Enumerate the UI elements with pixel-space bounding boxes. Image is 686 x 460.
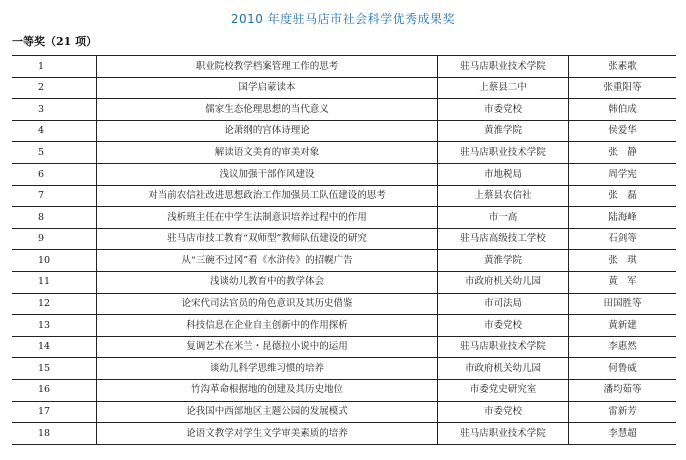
- row-organization: 市一高: [438, 207, 569, 229]
- row-title: 驻马店市技工教育“双师型”教师队伍建设的研究: [97, 228, 438, 250]
- row-organization: 驻马店职业技术学院: [438, 142, 569, 164]
- row-number: 11: [12, 271, 97, 293]
- row-organization: 上蔡县二中: [438, 77, 569, 99]
- row-title: 论我国中西部地区主题公园的发展模式: [97, 401, 438, 423]
- row-number: 4: [12, 120, 97, 142]
- row-author: 陆海峰: [569, 207, 677, 229]
- row-author: 李惠然: [569, 336, 677, 358]
- row-number: 8: [12, 207, 97, 229]
- row-author: 张 磊: [569, 185, 677, 207]
- row-title: 对当前农信社改进思想政治工作加强员工队伍建设的思考: [97, 185, 438, 207]
- row-author: 石剑等: [569, 228, 677, 250]
- table-row: [12, 163, 676, 185]
- table-row: [12, 250, 676, 272]
- row-organization: 黄淮学院: [438, 250, 569, 272]
- row-number: 7: [12, 185, 97, 207]
- table-row: [12, 358, 676, 380]
- page-title: 2010 年度驻马店市社会科学优秀成果奖: [230, 12, 456, 26]
- section-heading: 一等奖（21 项）: [12, 35, 98, 48]
- row-number: 16: [12, 379, 97, 401]
- row-author: 韩伯成: [569, 99, 677, 121]
- row-title: 浅议加强干部作风建设: [97, 163, 438, 185]
- row-author: 张重阳等: [569, 77, 677, 99]
- row-organization: 上蔡县农信社: [438, 185, 569, 207]
- row-title: 复调艺术在米兰・昆德拉小说中的运用: [97, 336, 438, 358]
- table-row: [12, 228, 676, 250]
- table-row: [12, 56, 676, 78]
- row-organization: 市地税局: [438, 163, 569, 185]
- row-author: 周学宪: [569, 163, 677, 185]
- row-organization: 驻马店高级技工学校: [438, 228, 569, 250]
- row-title: 竹沟革命根据地的创建及其历史地位: [97, 379, 438, 401]
- row-title: 论萧纲的宫体诗理论: [97, 120, 438, 142]
- table-row: [12, 379, 676, 401]
- row-number: 14: [12, 336, 97, 358]
- row-number: 6: [12, 163, 97, 185]
- row-title: 谈幼儿科学思维习惯的培养: [97, 358, 438, 380]
- row-author: 田国胜等: [569, 293, 677, 315]
- row-title: 论语文教学对学生文学审美素质的培养: [97, 423, 438, 445]
- row-title: 职业院校教学档案管理工作的思考: [97, 56, 438, 78]
- table-row: [12, 423, 676, 445]
- table-row: [12, 185, 676, 207]
- row-author: 何鲁威: [569, 358, 677, 380]
- row-organization: 市委党校: [438, 99, 569, 121]
- row-number: 10: [12, 250, 97, 272]
- row-author: 潘均茹等: [569, 379, 677, 401]
- row-number: 13: [12, 315, 97, 337]
- row-title: 解读语文美育的审美对象: [97, 142, 438, 164]
- row-title: 国学启蒙读本: [97, 77, 438, 99]
- row-title: 浅析班主任在中学生法制意识培养过程中的作用: [97, 207, 438, 229]
- table-row: [12, 142, 676, 164]
- row-organization: 驻马店职业技术学院: [438, 56, 569, 78]
- row-number: 18: [12, 423, 97, 445]
- row-author: 李慧超: [569, 423, 677, 445]
- row-number: 3: [12, 99, 97, 121]
- row-author: 雷新芳: [569, 401, 677, 423]
- table-row: [12, 271, 676, 293]
- row-author: 黄新建: [569, 315, 677, 337]
- row-author: 张素歌: [569, 56, 677, 78]
- row-number: 15: [12, 358, 97, 380]
- table-row: [12, 401, 676, 423]
- row-number: 1: [12, 56, 97, 78]
- row-title: 科技信息在企业自主创新中的作用探析: [97, 315, 438, 337]
- row-author: 侯爱华: [569, 120, 677, 142]
- awards-table: [12, 55, 676, 445]
- row-organization: 市司法局: [438, 293, 569, 315]
- row-organization: 市政府机关幼儿园: [438, 358, 569, 380]
- row-title: 浅谈幼儿教育中的教学体会: [97, 271, 438, 293]
- row-title: 论宋代司法官员的角色意识及其历史借鉴: [97, 293, 438, 315]
- row-organization: 市委党校: [438, 315, 569, 337]
- row-number: 9: [12, 228, 97, 250]
- row-author: 黄 军: [569, 271, 677, 293]
- table-row: [12, 293, 676, 315]
- row-author: 张 琪: [569, 250, 677, 272]
- table-row: [12, 120, 676, 142]
- row-organization: 市委党校: [438, 401, 569, 423]
- table-row: [12, 99, 676, 121]
- row-number: 2: [12, 77, 97, 99]
- row-number: 17: [12, 401, 97, 423]
- row-organization: 黄淮学院: [438, 120, 569, 142]
- row-organization: 驻马店职业技术学院: [438, 423, 569, 445]
- row-number: 5: [12, 142, 97, 164]
- row-organization: 驻马店职业技术学院: [438, 336, 569, 358]
- row-title: 从“三碗不过冈”看《水浒传》的招幌广告: [97, 250, 438, 272]
- table-row: [12, 77, 676, 99]
- table-row: [12, 315, 676, 337]
- table-row: [12, 207, 676, 229]
- row-number: 12: [12, 293, 97, 315]
- row-organization: 市委党史研究室: [438, 379, 569, 401]
- row-organization: 市政府机关幼儿园: [438, 271, 569, 293]
- row-author: 张 静: [569, 142, 677, 164]
- row-title: 儒家生态伦理思想的当代意义: [97, 99, 438, 121]
- table-row: [12, 336, 676, 358]
